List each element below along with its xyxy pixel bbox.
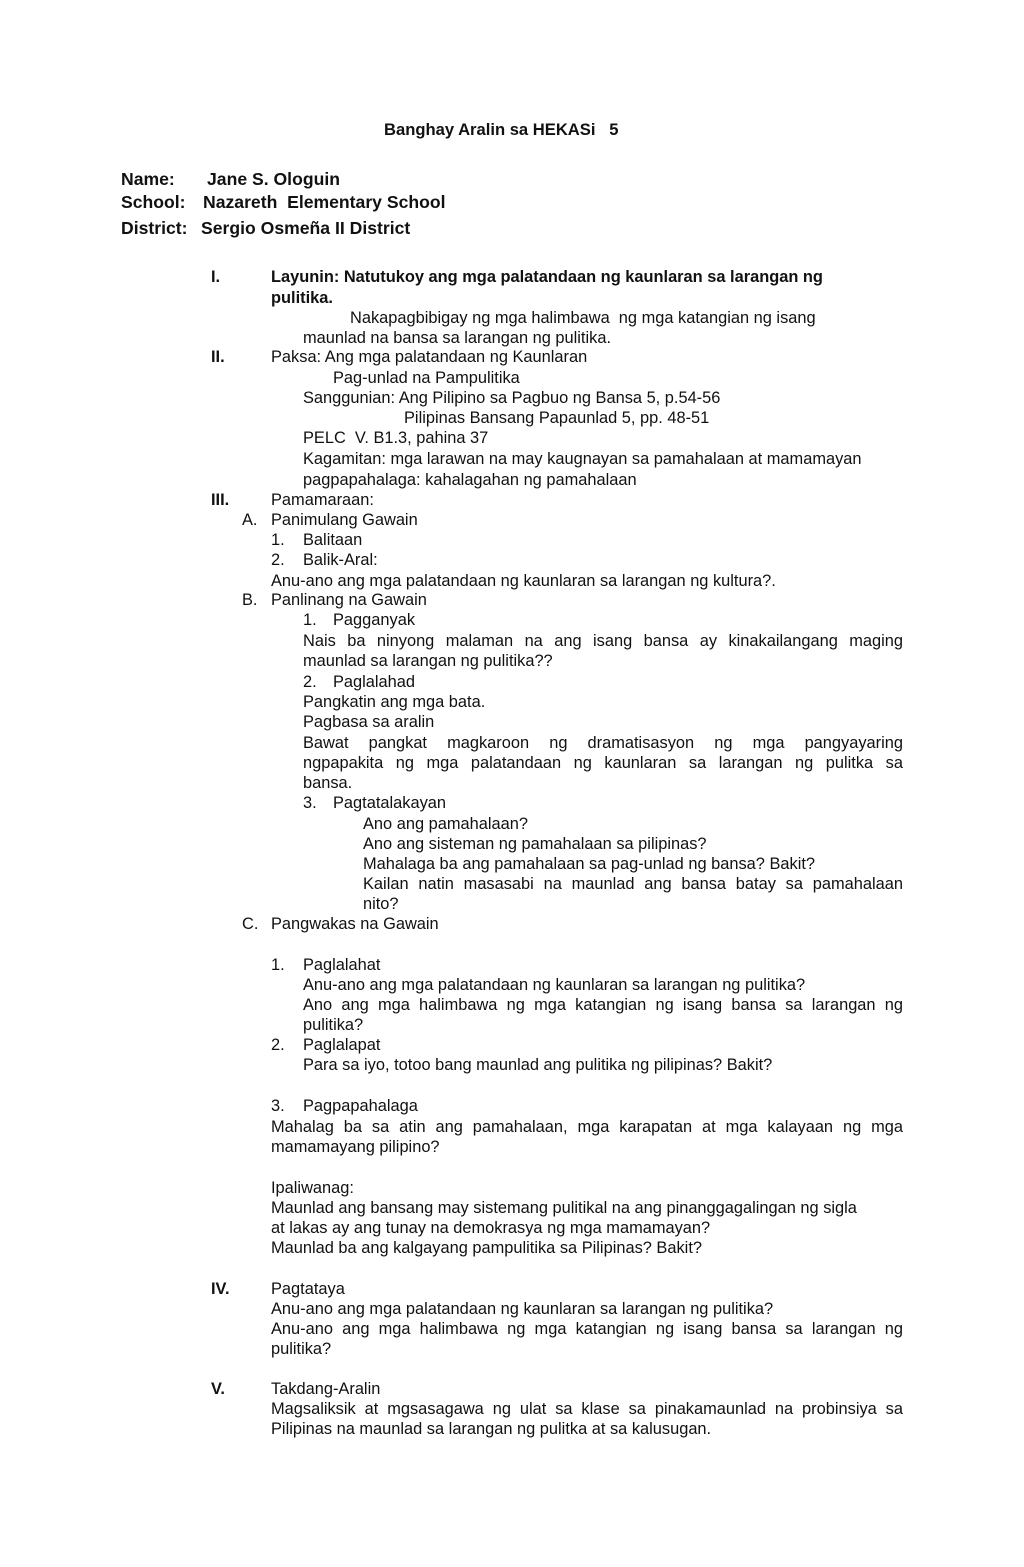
- part-a-item2: Balik-Aral:: [303, 551, 378, 569]
- part-b-item2-line4: ngpapakita ng mga palatandaan ng kaunlaran sa larangan ng pulitka sa: [303, 754, 903, 772]
- part-c-item3: Pagpapahalaga: [303, 1097, 418, 1115]
- part-b-item2-line3: Bawat pangkat magkaroon ng dramatisasyon ng mga pangyayaring: [303, 734, 903, 752]
- name-value: Jane S. Ologuin: [207, 169, 340, 189]
- ipaliwanag-line2: at lakas ay ang tunay na demokrasya ng mga mamamayan?: [271, 1219, 711, 1237]
- part-c-item1-question2-line1: Ano ang mga halimbawa ng mga katangian ng isang bansa sa larangan ng: [303, 996, 903, 1014]
- name-label: Name:: [121, 169, 175, 189]
- pelc-text: PELC V. B1.3, pahina 37: [303, 429, 489, 447]
- sanggunian-text-2: Pilipinas Bansang Papaunlad 5, pp. 48-51: [404, 409, 710, 427]
- section-2-numeral: II.: [211, 348, 225, 366]
- section-5-title: Takdang-Aralin: [271, 1380, 381, 1398]
- part-a-item2-num: 2.: [271, 551, 285, 569]
- part-c-letter: C.: [242, 915, 259, 933]
- section-3-numeral: III.: [211, 491, 230, 509]
- part-b-item2-line5: bansa.: [303, 774, 353, 792]
- district-value: Sergio Osmeña II District: [201, 218, 411, 238]
- part-c-item3-line2: mamamayang pilipino?: [271, 1138, 440, 1156]
- kagamitan-text: Kagamitan: mga larawan na may kaugnayan sa pamahalaan at mamamayan: [303, 450, 862, 468]
- part-b-item3-num: 3.: [303, 794, 317, 812]
- part-b-item1-text-line1: Nais ba ninyong malaman na ang isang bansa ay kinakailangang maging: [303, 632, 903, 650]
- part-c-item3-line1: Mahalag ba sa atin ang pamahalaan, mga karapatan at mga kalayaan ng mga: [271, 1118, 903, 1136]
- part-c-item1-question2-line2: pulitika?: [303, 1016, 364, 1034]
- part-a-item2-question: Anu-ano ang mga palatandaan ng kaunlaran sa larangan ng kultura?.: [271, 572, 776, 590]
- section-5-numeral: V.: [211, 1380, 225, 1398]
- section-4-line3: pulitika?: [271, 1340, 332, 1358]
- part-b-item1-text-line2: maunlad sa larangan ng pulitika??: [303, 652, 553, 670]
- part-b-item2: Paglalahad: [333, 673, 416, 691]
- section-4-numeral: IV.: [211, 1280, 230, 1298]
- section-4-line1: Anu-ano ang mga palatandaan ng kaunlaran sa larangan ng pulitika?: [271, 1300, 774, 1318]
- section-1-objective2-line1: Nakapagbibigay ng mga halimbawa ng mga katangian ng isang: [350, 309, 816, 327]
- part-b-item1: Pagganyak: [333, 611, 416, 629]
- part-b-item1-num: 1.: [303, 611, 317, 629]
- part-a-item1-num: 1.: [271, 531, 285, 549]
- part-b-item3: Pagtatalakayan: [333, 794, 446, 812]
- pagpapahalaga-text: pagpapahalaga: kahalagahan ng pamahalaan: [303, 471, 637, 489]
- ipaliwanag-label: Ipaliwanag:: [271, 1179, 354, 1197]
- school-label: School:: [121, 192, 186, 212]
- district-label: District:: [121, 218, 188, 238]
- section-1-numeral: I.: [211, 268, 221, 286]
- part-c-item1-question1: Anu-ano ang mga palatandaan ng kaunlaran sa larangan ng pulitika?: [303, 976, 806, 994]
- section-1-objective-line1: Layunin: Natutukoy ang mga palatandaan ng kaunlaran sa larangan ng: [271, 268, 823, 286]
- ipaliwanag-line3: Maunlad ba ang kalgayang pampulitika sa Pilipinas? Bakit?: [271, 1239, 702, 1257]
- part-b-letter: B.: [242, 591, 258, 609]
- document-title: Banghay Aralin sa HEKASi 5: [384, 120, 619, 139]
- paksa-text: Paksa: Ang mga palatandaan ng Kaunlaran: [271, 348, 588, 366]
- section-5-line1: Magsaliksik at mgsasagawa ng ulat sa klase sa pinakamaunlad na probinsiya sa: [271, 1400, 903, 1418]
- part-c-item1: Paglalahat: [303, 956, 381, 974]
- section-5-line2: Pilipinas na maunlad sa larangan ng pulitka at sa kalusugan.: [271, 1420, 712, 1438]
- part-c-item1-num: 1.: [271, 956, 285, 974]
- paksa-subtopic: Pag-unlad na Pampulitika: [333, 369, 520, 387]
- section-4-title: Pagtataya: [271, 1280, 345, 1298]
- school-value: Nazareth Elementary School: [203, 192, 446, 212]
- discussion-question-3: Mahalaga ba ang pamahalaan sa pag-unlad ng bansa? Bakit?: [363, 855, 815, 873]
- discussion-question-2: Ano ang sisteman ng pamahalaan sa pilipinas?: [363, 835, 707, 853]
- section-3-title: Pamamaraan:: [271, 491, 374, 509]
- sanggunian-text: Sanggunian: Ang Pilipino sa Pagbuo ng Bansa 5, p.54-56: [303, 389, 721, 407]
- section-4-line2: Anu-ano ang mga halimbawa ng mga katangian ng isang bansa sa larangan ng: [271, 1320, 903, 1338]
- discussion-question-4-line2: nito?: [363, 895, 399, 913]
- part-a-title: Panimulang Gawain: [271, 511, 418, 529]
- part-b-title: Panlinang na Gawain: [271, 591, 427, 609]
- part-b-item2-line1: Pangkatin ang mga bata.: [303, 693, 486, 711]
- part-c-item3-num: 3.: [271, 1097, 285, 1115]
- part-c-item2: Paglalapat: [303, 1036, 381, 1054]
- part-c-title: Pangwakas na Gawain: [271, 915, 439, 933]
- part-b-item2-line2: Pagbasa sa aralin: [303, 713, 435, 731]
- section-1-objective-line2: pulitika.: [271, 289, 333, 307]
- part-b-item2-num: 2.: [303, 673, 317, 691]
- part-c-item2-question: Para sa iyo, totoo bang maunlad ang pulitika ng pilipinas? Bakit?: [303, 1056, 773, 1074]
- discussion-question-1: Ano ang pamahalaan?: [363, 815, 528, 833]
- discussion-question-4-line1: Kailan natin masasabi na maunlad ang bansa batay sa pamahalaan: [363, 875, 903, 893]
- ipaliwanag-line1: Maunlad ang bansang may sistemang pulitikal na ang pinanggagalingan ng sigla: [271, 1199, 857, 1217]
- part-a-item1: Balitaan: [303, 531, 363, 549]
- part-a-letter: A.: [242, 511, 258, 529]
- section-1-objective2-line2: maunlad na bansa sa larangan ng pulitika.: [303, 329, 611, 347]
- part-c-item2-num: 2.: [271, 1036, 285, 1054]
